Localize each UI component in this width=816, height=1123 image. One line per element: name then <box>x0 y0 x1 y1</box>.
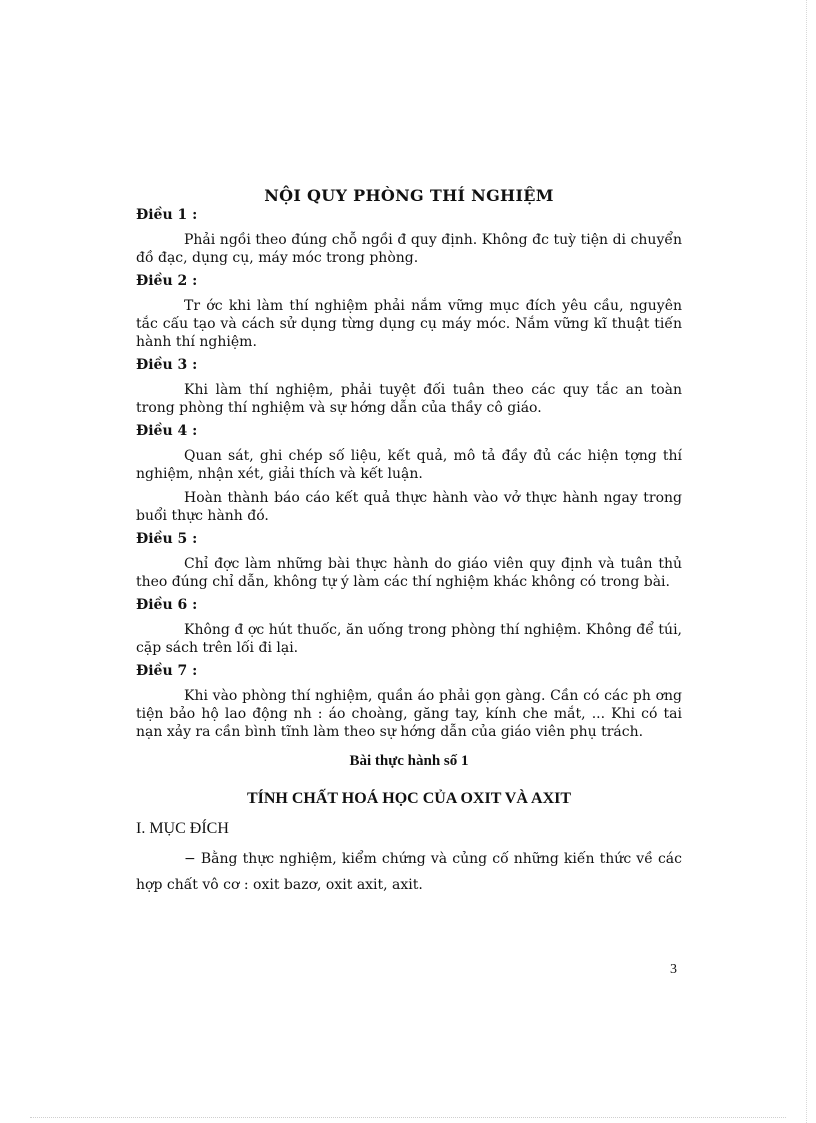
rule-paragraph: Khi vào phòng thí nghiệm, quần áo phải gọn gàng. Cần có các ph ơng tiện bảo hộ lao động nh : áo choàng, găng tay, kính che mắt, ... Khi có tai nạn xảy ra cần bình tĩnh làm theo sự hớng dẫn của giáo viên phụ trách. <box>136 688 682 740</box>
section-paragraph: − Bằng thực nghiệm, kiểm chứng và củng cố những kiến thức về các hợp chất vô cơ : oxit bazơ, oxit axit, axit. <box>136 851 682 893</box>
page-content <box>136 186 682 902</box>
rule-heading: Điều 3 : <box>136 357 198 373</box>
practice-title: TÍNH CHẤT HOÁ HỌC CỦA OXIT VÀ AXIT <box>246 790 572 807</box>
page-border-right <box>806 0 807 1123</box>
rule-paragraph: Quan sát, ghi chép số liệu, kết quả, mô tả đầy đủ các hiện tợng thí nghiệm, nhận xét, giải thích và kết luận. <box>136 448 682 482</box>
rule-1 <box>136 205 682 267</box>
section-heading: I. MỤC ĐÍCH <box>136 820 229 837</box>
rule-paragraph: Hoàn thành báo cáo kết quả thực hành vào vở thực hành ngay trong buổi thực hành đó. <box>136 490 682 524</box>
rule-paragraph: Khi làm thí nghiệm, phải tuyệt đối tuân theo các quy tắc an toàn trong phòng thí nghiệm và sự hớng dẫn của thầy cô giáo. <box>136 382 682 416</box>
rule-7 <box>136 661 682 741</box>
rule-4 <box>136 421 682 525</box>
rule-heading: Điều 6 : <box>136 597 198 613</box>
rule-2 <box>136 271 682 351</box>
rule-heading: Điều 4 : <box>136 423 198 439</box>
rule-heading: Điều 1 : <box>136 207 198 223</box>
rule-3 <box>136 355 682 417</box>
rule-paragraph: Phải ngồi theo đúng chỗ ngồi đ quy định. Không đc tuỳ tiện di chuyển đồ đạc, dụng cụ, máy móc trong phòng. <box>136 232 682 266</box>
rule-5 <box>136 529 682 591</box>
page-number: 3 <box>670 962 677 977</box>
rule-heading: Điều 7 : <box>136 663 198 679</box>
practice-label: Bài thực hành số 1 <box>349 753 469 769</box>
rule-paragraph: Chỉ đợc làm những bài thực hành do giáo viên quy định và tuân thủ theo đúng chỉ dẫn, không tự ý làm các thí nghiệm khác không có trong bài. <box>136 556 682 590</box>
rule-paragraph: Không đ ợc hút thuốc, ăn uống trong phòng thí nghiệm. Không để túi, cặp sách trên lối đi lại. <box>136 622 682 656</box>
rule-6 <box>136 595 682 657</box>
page-border-bottom <box>30 1117 786 1118</box>
rule-paragraph: Tr ớc khi làm thí nghiệm phải nắm vững mục đích yêu cầu, nguyên tắc cấu tạo và cách sử dụng từng dụng cụ máy móc. Nắm vững kĩ thuật tiến hành thí nghiệm. <box>136 298 682 350</box>
rule-heading: Điều 2 : <box>136 273 198 289</box>
rule-heading: Điều 5 : <box>136 531 198 547</box>
page-title: NỘI QUY PHÒNG THÍ NGHIỆM <box>264 186 554 205</box>
